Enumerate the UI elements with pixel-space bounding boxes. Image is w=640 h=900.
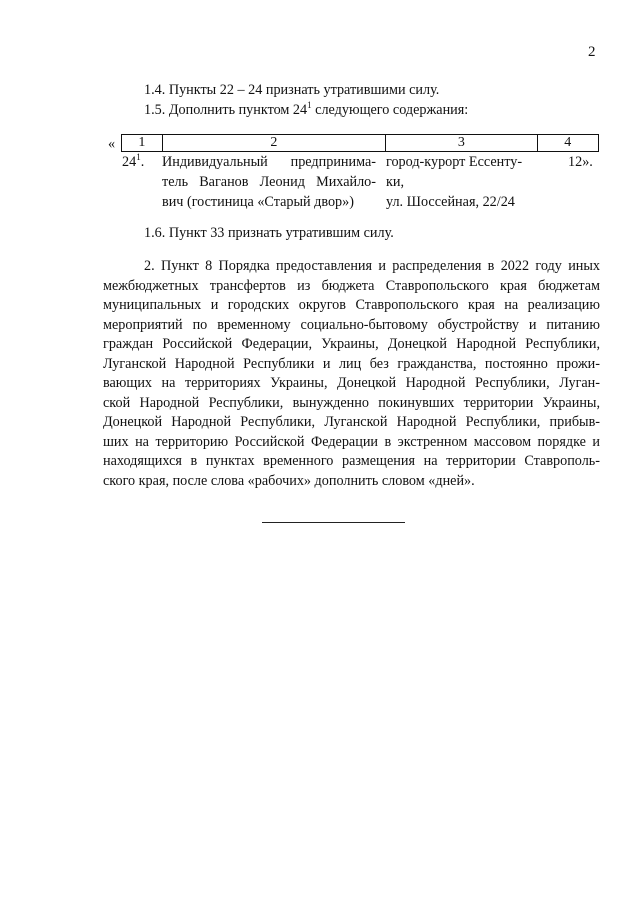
item-1-5-sup: 1 bbox=[307, 100, 312, 110]
table-open-quote: « bbox=[108, 136, 116, 152]
table-header bbox=[121, 134, 599, 152]
paragraph-2-line-3: муниципальных и городских округов Ставропольского края на реализацию bbox=[103, 297, 600, 313]
item-1-6: 1.6. Пункт 33 признать утратившим силу. bbox=[144, 225, 394, 241]
paragraph-2-line-5: граждан Российской Федерации, Украины, Донецкой Народной Республики, bbox=[103, 336, 600, 352]
item-1-4: 1.4. Пункты 22 – 24 признать утратившими силу. bbox=[144, 82, 440, 98]
paragraph-2-line-2: межбюджетных трансфертов из бюджета Ставропольского края бюджетам bbox=[103, 278, 600, 294]
paragraph-2-line-11: находящихся в пунктах временного размещения на территории Ставрополь- bbox=[103, 453, 600, 469]
table-row-name-line-3: вич (гостиница «Старый двор») bbox=[162, 194, 354, 210]
paragraph-2-line-1: 2. Пункт 8 Порядка предоставления и распределения в 2022 году иных bbox=[144, 258, 600, 274]
table-header-col-1: 1 bbox=[122, 135, 163, 152]
row-number-sup: 1 bbox=[136, 152, 141, 162]
paragraph-2-line-10: ших на территорию Российской Федерации в экстренном массовом порядке и bbox=[103, 434, 600, 450]
paragraph-2-line-4: мероприятий по временному социально-бытовому обустройству и питанию bbox=[103, 317, 600, 333]
paragraph-2-line-6: Луганской Народной Республики и лиц без гражданства, постоянно прожи- bbox=[103, 356, 600, 372]
table-row-address-line-2: ки, bbox=[386, 174, 405, 190]
table-row-address-line-3: ул. Шоссейная, 22/24 bbox=[386, 194, 515, 210]
paragraph-2-line-7: вающих на территориях Украины, Донецкой Народной Республики, Луган- bbox=[103, 375, 600, 391]
item-1-5-before: 1.5. Дополнить пунктом 24 bbox=[144, 102, 308, 118]
row-number-suffix: . bbox=[140, 154, 145, 170]
page-number: 2 bbox=[588, 44, 596, 60]
table-header-col-4: 4 bbox=[537, 135, 598, 152]
paragraph-2-line-8: ской Народной Республики, вынужденно покинувших территории Украины, bbox=[103, 395, 600, 411]
table-row-number bbox=[122, 152, 144, 172]
table-header-col-3: 3 bbox=[386, 135, 537, 152]
table-header-col-2: 2 bbox=[162, 135, 386, 152]
item-1-5 bbox=[144, 100, 468, 120]
table-row-name-line-1: Индивидуальный предпринима- bbox=[162, 154, 376, 170]
item-1-5-after: следующего содержания: bbox=[311, 102, 469, 118]
closing-rule bbox=[262, 522, 405, 523]
row-number: 24 bbox=[122, 154, 137, 170]
table-row-value: 12». bbox=[568, 154, 593, 170]
table-row-name-line-2: тель Ваганов Леонид Михайло- bbox=[162, 174, 376, 190]
paragraph-2-line-9: Донецкой Народной Республики, Луганской Народной Республики, прибыв- bbox=[103, 414, 600, 430]
table-row-address-line-1: город-курорт Ессенту- bbox=[386, 154, 523, 170]
paragraph-2-line-12: ского края, после слова «рабочих» дополнить словом «дней». bbox=[103, 473, 475, 489]
